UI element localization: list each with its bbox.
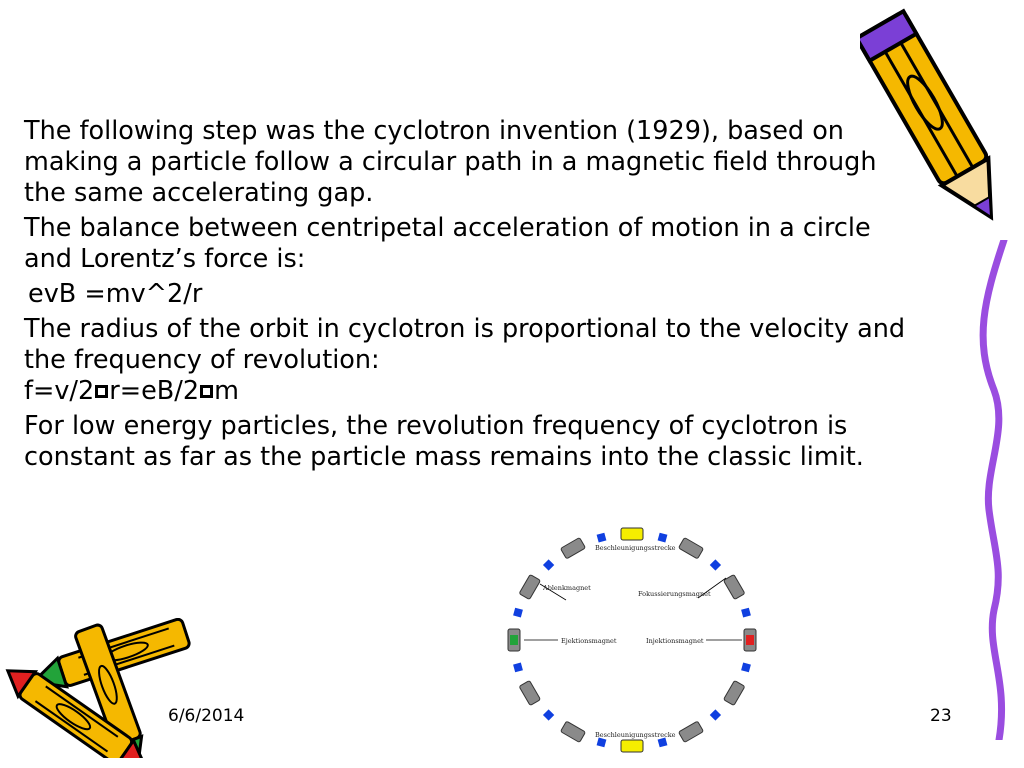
label-injection-magnet: Injektionsmagnet	[646, 637, 704, 645]
quadrupole-magnet	[710, 559, 721, 570]
frequency-formula-part2: r=eB/2	[109, 376, 200, 406]
quadrupole-magnet	[710, 709, 721, 720]
dipole-magnet-segment	[724, 680, 745, 705]
quadrupole-magnet	[741, 663, 751, 673]
acceleration-gap-segment	[621, 740, 643, 752]
paragraph-low-energy: For low energy particles, the revolution frequency of cyclotron is constant as far as the particle mass remains into the classic limit.	[24, 411, 864, 472]
dipole-magnet-segment	[678, 538, 703, 559]
label-deflection-magnet: Ablenkmagnet	[543, 584, 591, 592]
pi-symbol-placeholder-icon	[95, 385, 108, 398]
slide-body	[24, 116, 924, 477]
paragraph-cyclotron-intro: The following step was the cyclotron invention (1929), based on making a particle follow a circular path in a magnetic field through the same accelerating gap.	[24, 116, 877, 208]
dipole-magnet-segment	[560, 538, 585, 559]
injection-marker	[746, 635, 754, 645]
label-acceleration-bottom: Beschleunigungsstrecke	[595, 731, 676, 739]
synchrotron-ring-diagram	[498, 522, 768, 764]
quadrupole-magnet	[543, 559, 554, 570]
quadrupole-magnet	[597, 533, 607, 543]
dipole-magnet-segment	[560, 721, 585, 742]
label-acceleration-top: Beschleunigungsstrecke	[595, 544, 676, 552]
pi-symbol-placeholder-icon	[200, 385, 213, 398]
quadrupole-magnet	[543, 709, 554, 720]
dipole-magnet-segment	[678, 721, 703, 742]
paragraph-radius	[24, 314, 924, 407]
frequency-formula-part1: f=v/2	[24, 376, 95, 406]
paragraph-radius-text: The radius of the orbit in cyclotron is proportional to the velocity and the frequency of revolution:	[24, 314, 906, 375]
dipole-magnet-segment	[519, 680, 540, 705]
quadrupole-magnet	[513, 663, 523, 673]
ejection-marker	[510, 635, 518, 645]
quadrupole-magnet	[741, 608, 751, 618]
acceleration-gap-segment	[621, 528, 643, 540]
quadrupole-magnet	[658, 533, 668, 543]
equation-evb: evB =mv^2/r	[28, 279, 203, 309]
label-ejection-magnet: Ejektionsmagnet	[561, 637, 617, 645]
label-focusing-magnet: Fokussierungsmagnet	[638, 590, 711, 598]
quadrupole-magnet	[513, 608, 523, 618]
slide-number: 23	[930, 706, 952, 726]
dipole-magnet-segment	[724, 574, 745, 599]
frequency-formula-part3: m	[214, 376, 239, 406]
paragraph-balance: The balance between centripetal acceleration of motion in a circle and Lorentz’s force is:	[24, 213, 871, 274]
squiggle-line-icon	[964, 240, 1024, 740]
footer-date: 6/6/2014	[168, 706, 245, 726]
dipole-magnet-segment	[519, 574, 540, 599]
crayons-clipart-icon	[0, 618, 210, 758]
